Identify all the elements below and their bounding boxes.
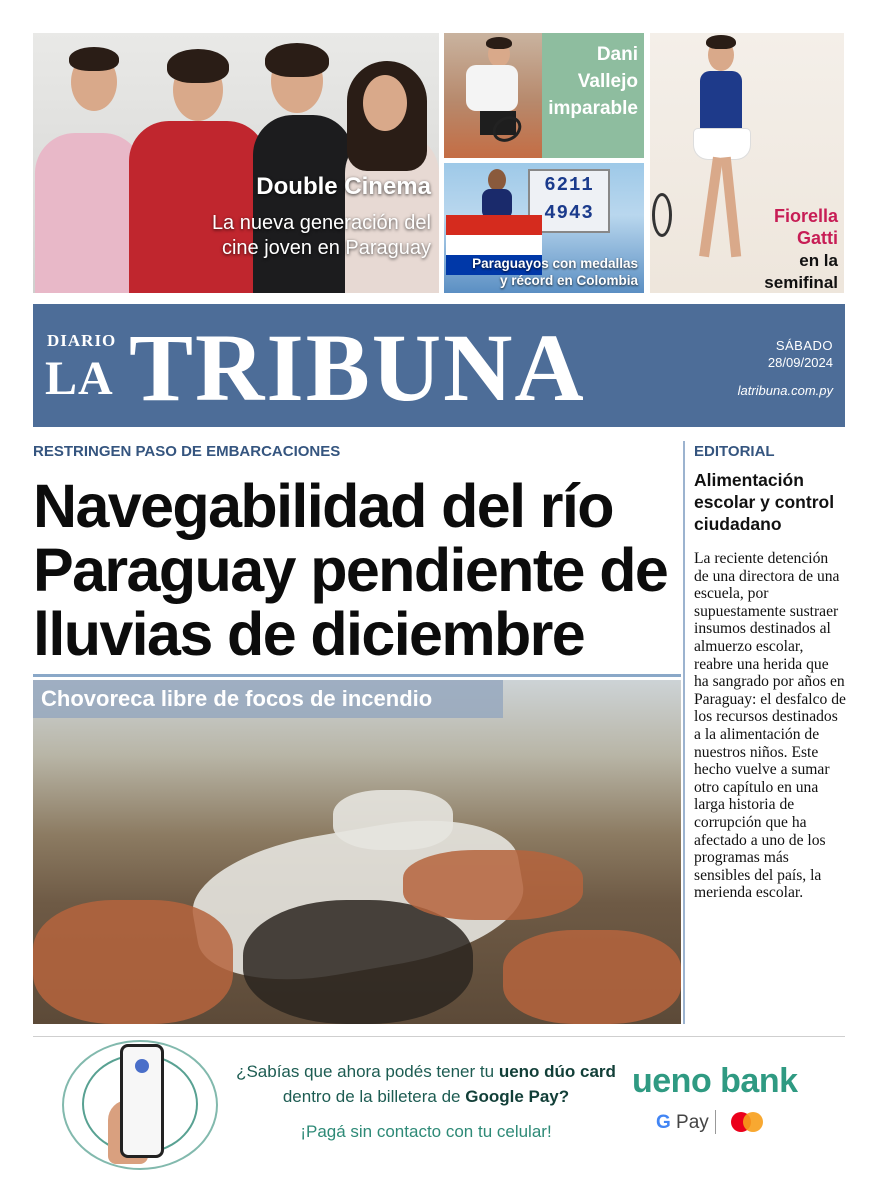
column-divider: [683, 441, 685, 1024]
cinema-teaser-photo[interactable]: [33, 33, 439, 293]
player-skirt: [694, 129, 750, 159]
masthead-url[interactable]: latribuna.com.py: [737, 383, 833, 398]
exposed-soil: [403, 850, 583, 920]
burnt-ground: [333, 790, 453, 850]
google-pay-text: Pay: [670, 1112, 709, 1133]
ad-divider: [33, 1036, 845, 1037]
google-g-icon: G: [656, 1112, 671, 1133]
player-hair: [486, 37, 512, 49]
name-line: Gatti: [796, 228, 838, 248]
lead-photo-caption-box: [33, 680, 503, 718]
masthead-diario: DIARIO: [47, 331, 117, 350]
cinema-teaser-title: Double Cinema: [256, 173, 431, 200]
person-figure: [253, 115, 353, 293]
masthead-day: SÁBADO: [775, 338, 833, 353]
divider: [33, 674, 681, 677]
caption-line: y récord en Colombia: [499, 273, 638, 288]
mastercard-icon: [743, 1112, 763, 1132]
athletics-teaser-caption: [472, 255, 638, 289]
person-face: [363, 75, 407, 131]
player-top: [700, 71, 742, 133]
person-figure: [129, 121, 267, 293]
logo-separator: [715, 1110, 716, 1134]
ad-text-bold: Google Pay?: [465, 1087, 570, 1106]
tennis-teaser-text: [548, 41, 638, 122]
ad-phone-illustration: [62, 1040, 222, 1170]
scoreboard-line: 4943: [544, 202, 594, 224]
masthead-logo[interactable]: TRIBUNA: [129, 314, 586, 421]
person-hair: [265, 43, 329, 77]
tennis-label-line: Dani: [596, 44, 638, 65]
player-leg: [721, 157, 741, 257]
ad-line-3: ¡Pagá sin contacto con tu celular!: [300, 1122, 552, 1141]
editorial-body: La reciente detención de una directora de una escuela, por supuestamente sustraer insumos destinados al almuerzo escolar, reabre una herida que ha sangrado por años en Paraguay: el desfalco de los recursos destinados a la alimentación de nuestros niños. Este hecho vuelve a sumar otro capítulo en una larga historia de corrupción que ha afectado a uno de los programas más sensibles del país, la merienda escolar.: [694, 550, 846, 902]
lead-headline[interactable]: Navegabilidad del río Paraguay pendiente de lluvias de diciembre: [33, 472, 668, 668]
google-pay-logo: [656, 1112, 709, 1134]
app-dot-icon: [135, 1059, 149, 1073]
person-figure: [35, 133, 143, 293]
squash-teaser-subtitle: [764, 250, 838, 293]
player-hair: [706, 35, 736, 49]
name-line: Fiorella: [773, 206, 838, 226]
sub-line: en la: [799, 251, 838, 270]
tennis-teaser-label[interactable]: [542, 33, 644, 158]
phone-icon: [120, 1044, 164, 1158]
masthead: [33, 304, 845, 427]
exposed-soil: [33, 900, 233, 1024]
lead-kicker: RESTRINGEN PASO DE EMBARCACIONES: [33, 443, 341, 460]
ueno-bank-logo[interactable]: ueno bank: [632, 1062, 798, 1100]
tennis-label-line: Vallejo: [577, 71, 638, 92]
editorial-kicker: EDITORIAL: [694, 443, 775, 460]
burnt-ground: [243, 900, 473, 1024]
cinema-teaser-subtitle: La nueva generación del cine joven en Paraguay: [211, 212, 431, 259]
squash-teaser-name: [774, 205, 838, 249]
squash-racket-icon: [652, 193, 672, 237]
scoreboard-line: 6211: [544, 174, 594, 196]
ad-text-bold: ueno dúo card: [498, 1062, 616, 1081]
person-hair: [167, 49, 229, 83]
athletics-teaser-photo[interactable]: [444, 163, 644, 293]
editorial-title[interactable]: Alimentación escolar y control ciudadano: [694, 470, 835, 534]
squash-teaser-photo[interactable]: [650, 33, 844, 293]
ad-text: dentro de la billetera de: [282, 1087, 466, 1106]
ad-line-2: [216, 1087, 636, 1107]
tennis-label-line: imparable: [548, 98, 638, 119]
masthead-la: LA: [45, 352, 114, 405]
player-leg: [699, 157, 723, 257]
masthead-date: 28/09/2024: [767, 355, 833, 370]
exposed-soil: [503, 930, 681, 1024]
lead-photo-caption: Chovoreca libre de focos de incendio: [41, 686, 433, 711]
person-hair: [69, 47, 119, 71]
lead-photo[interactable]: [33, 680, 681, 1024]
player-shirt: [466, 65, 518, 111]
caption-line: Paraguayos con medallas: [472, 256, 638, 271]
sub-line: semifinal: [764, 273, 838, 292]
ad-text: ¿Sabías que ahora podés tener tu: [236, 1062, 499, 1081]
athlete-head: [488, 169, 506, 191]
tennis-teaser-photo[interactable]: [444, 33, 542, 158]
ad-line-1: [216, 1062, 636, 1082]
